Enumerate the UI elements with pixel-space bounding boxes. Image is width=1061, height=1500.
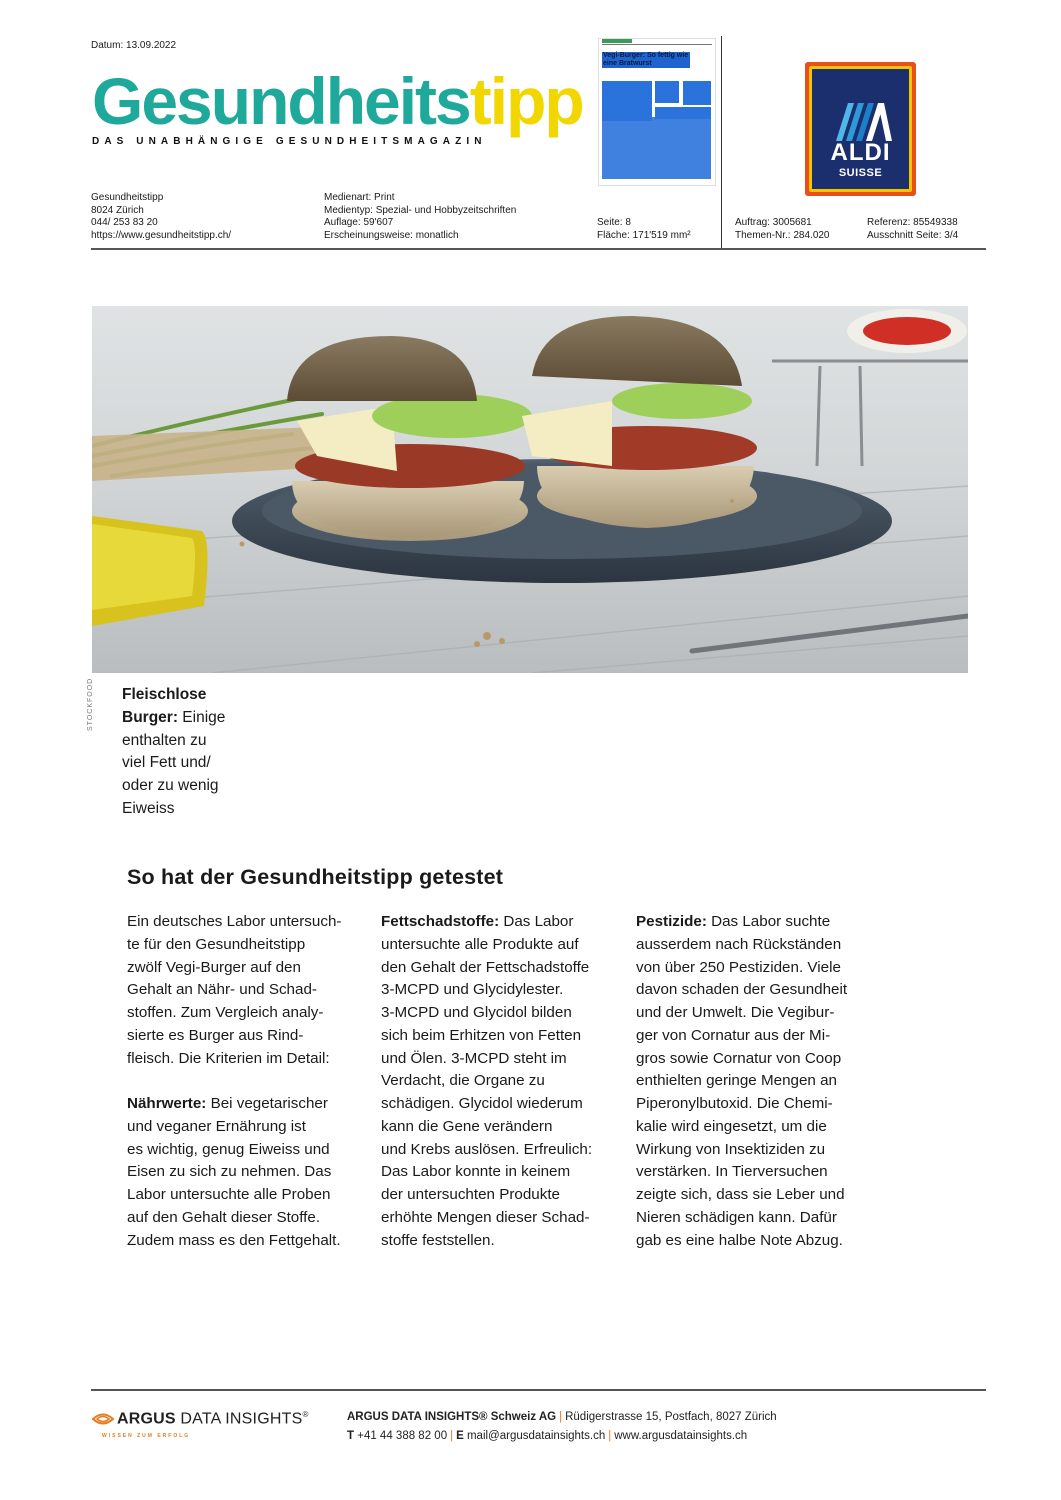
thumbnail-text-block <box>602 81 652 121</box>
text-line: gros sowie Cornatur von Coop <box>636 1049 842 1067</box>
text-line: Labor untersuchte alle Proben <box>127 1186 331 1203</box>
text-line: te für den Gesundheitstipp <box>127 935 306 953</box>
phone-label: T <box>347 1430 355 1442</box>
caption-line: viel Fett und/ <box>122 754 211 772</box>
aldi-sub-wordmark: SUISSE <box>838 167 883 179</box>
text-line: den Gehalt der Fettschadstoffe <box>381 958 590 976</box>
topic-number: Themen-Nr.: 284.020 <box>735 229 830 241</box>
text-line: 3-MCPD und Glycidylester. <box>381 981 564 999</box>
text-line: Verdacht, die Organe zu <box>381 1072 545 1090</box>
logo-tagline: DAS UNABHÄNGIGE GESUNDHEITSMAGAZIN <box>92 136 487 147</box>
text-line: sich beim Erhitzen von Fetten <box>381 1026 582 1044</box>
text-line: und Ölen. 3-MCPD steht im <box>381 1049 567 1067</box>
logo-part-tipp: tipp <box>469 64 583 138</box>
caption-line: oder zu wenig <box>122 777 219 795</box>
text-line: kalie wird eingesetzt, um die <box>636 1117 827 1135</box>
text-line: untersuchte alle Produkte auf <box>381 935 579 953</box>
clipping-page: Ausschnitt Seite: 3/4 <box>867 229 959 241</box>
text-line: 3-MCPD und Glycidol bilden <box>381 1004 572 1021</box>
footer-company: ARGUS DATA INSIGHTS® Schweiz AG <box>347 1411 557 1423</box>
text-line: enthielten geringe Mengen an <box>636 1072 837 1090</box>
text-line: kann die Gene verändern <box>381 1117 553 1135</box>
argus-wordmark-bold: ARGUS <box>117 1410 176 1428</box>
footer-separator: | <box>559 1411 563 1423</box>
argus-tagline: WISSEN ZUM ERFOLG <box>102 1433 191 1439</box>
caption-line: Eiweiss <box>122 799 175 817</box>
text-line: es wichtig, genug Eiweiss und <box>127 1140 330 1158</box>
text-line: sierte es Burger aus Rind- <box>127 1026 304 1044</box>
publisher-url: https://www.gesundheitstipp.ch/ <box>91 229 232 241</box>
thumbnail-title: Vegi-Burger: So fettig wie eine Bratwurst <box>603 52 689 67</box>
argus-wordmark-light: DATA INSIGHTS <box>175 1410 303 1428</box>
page-info <box>597 217 691 242</box>
article-column-1 <box>127 911 367 1252</box>
media-info <box>324 192 516 242</box>
footer-contact-line <box>347 1430 747 1442</box>
text-line: der untersuchten Produkte <box>381 1186 560 1203</box>
order-info <box>735 217 830 242</box>
naehrwerte-label: Nährwerte: <box>127 1095 207 1112</box>
text-line: stoffe feststellen. <box>381 1231 495 1249</box>
burger-photo <box>92 306 968 673</box>
page-number: Seite: 8 <box>597 217 631 228</box>
article-headline: So hat der Gesundheitstipp getestet <box>127 865 504 889</box>
pestizide-label: Pestizide: <box>636 913 707 930</box>
caption-line: enthalten zu <box>122 731 207 749</box>
footer-address-line <box>347 1411 777 1423</box>
publisher-city: 8024 Zürich <box>91 204 144 216</box>
text-line: zwölf Vegi-Burger auf den <box>127 958 301 976</box>
text-line: und Krebs auslösen. Erfreulich: <box>381 1140 593 1158</box>
page-thumbnail <box>598 38 716 186</box>
footer-address: Rüdigerstrasse 15, Postfach, 8027 Zürich <box>565 1411 777 1423</box>
caption-bold-2: Burger: <box>122 708 178 726</box>
text-line: Eisen zu sich zu nehmen. Das <box>127 1163 332 1181</box>
argus-registered-mark: ® <box>302 1410 309 1419</box>
article-column-3 <box>636 911 876 1252</box>
fettschadstoffe-label: Fettschadstoffe: <box>381 913 500 930</box>
thumbnail-rule <box>602 44 712 45</box>
media-frequency: Erscheinungsweise: monatlich <box>324 229 459 241</box>
text-line: zeigte sich, dass sie Leber und <box>636 1186 845 1203</box>
argus-logo <box>92 1410 309 1428</box>
aldi-stripes-icon <box>826 101 896 141</box>
media-type: Medienart: Print <box>324 192 395 203</box>
footer-email[interactable]: mail@argusdatainsights.ch <box>466 1430 606 1442</box>
thumbnail-text-block <box>683 81 711 105</box>
text-line: gab es eine halbe Note Abzug. <box>636 1231 843 1249</box>
text-line: Bei vegetarischer <box>206 1095 328 1112</box>
logo-part-gesundheits: Gesundheits <box>92 64 470 138</box>
footer-website[interactable]: www.argusdatainsights.ch <box>614 1430 748 1442</box>
header-divider <box>721 36 722 248</box>
text-line: Zudem mass es den Fettgehalt. <box>127 1231 341 1249</box>
argus-wordmark <box>117 1410 309 1428</box>
text-line: schädigen. Glycidol wiederum <box>381 1095 583 1112</box>
caption-line: Einige <box>177 708 226 726</box>
publisher-name: Gesundheitstipp <box>91 192 164 203</box>
text-line: Das Labor <box>499 913 574 930</box>
reference-info <box>867 217 958 242</box>
media-category: Medientyp: Spezial- und Hobbyzeitschriften <box>324 204 517 216</box>
photo-credit: STOCKFOOD <box>87 677 94 731</box>
photo-caption <box>122 684 242 821</box>
publisher-phone: 044/ 253 83 20 <box>91 217 158 229</box>
text-line: auf den Gehalt dieser Stoffe. <box>127 1208 321 1226</box>
text-line: Piperonylbutoxid. Die Chemi- <box>636 1095 833 1112</box>
text-line: und veganer Ernährung ist <box>127 1117 306 1135</box>
thumbnail-tag <box>602 39 632 43</box>
text-line: Das Labor konnte in keinem <box>381 1163 571 1181</box>
argus-eye-icon <box>92 1412 114 1426</box>
text-line: von über 250 Pestiziden. Viele <box>636 958 841 976</box>
publisher-info <box>91 192 231 242</box>
fettschadstoffe-paragraph <box>381 911 621 1252</box>
naehrwerte-paragraph <box>127 1093 367 1252</box>
footer-rule <box>91 1389 986 1391</box>
header-rule <box>91 248 986 250</box>
text-line: stoffen. Zum Vergleich analy- <box>127 1004 324 1021</box>
footer-phone: +41 44 388 82 00 <box>357 1430 448 1442</box>
aldi-wordmark: ALDI <box>830 139 891 166</box>
text-line: ausserdem nach Rückständen <box>636 935 842 953</box>
text-line: Das Labor suchte <box>706 913 831 930</box>
caption-bold-1: Fleischlose <box>122 686 207 703</box>
text-line: davon schaden der Gesundheit <box>636 981 848 999</box>
intro-paragraph <box>127 911 367 1070</box>
footer-separator: | <box>450 1430 454 1442</box>
text-line: Ein deutsches Labor untersuch- <box>127 913 342 930</box>
footer-separator: | <box>608 1430 612 1442</box>
article-column-2 <box>381 911 621 1252</box>
thumbnail-table-block <box>602 117 711 179</box>
email-label: E <box>456 1430 464 1442</box>
pestizide-paragraph <box>636 911 876 1252</box>
magazine-logo <box>92 64 583 147</box>
text-line: fleisch. Die Kriterien im Detail: <box>127 1049 330 1067</box>
reference-number: Referenz: 85549338 <box>867 217 958 228</box>
text-line: verstärken. In Tierversuchen <box>636 1163 828 1181</box>
date-label: Datum: 13.09.2022 <box>91 40 177 51</box>
media-circulation: Auflage: 59'607 <box>324 217 394 229</box>
text-line: und der Umwelt. Die Vegibur- <box>636 1004 835 1021</box>
text-line: erhöhte Mengen dieser Schad- <box>381 1208 590 1226</box>
page-area: Fläche: 171'519 mm² <box>597 229 691 241</box>
thumbnail-text-block <box>655 81 679 103</box>
text-line: Wirkung von Insektiziden zu <box>636 1140 826 1158</box>
aldi-suisse-logo <box>805 62 916 196</box>
text-line: Gehalt an Nähr- und Schad- <box>127 981 317 999</box>
text-line: ger von Cornatur aus der Mi- <box>636 1026 831 1044</box>
text-line: Nieren schädigen kann. Dafür <box>636 1208 837 1226</box>
order-number: Auftrag: 3005681 <box>735 217 812 228</box>
